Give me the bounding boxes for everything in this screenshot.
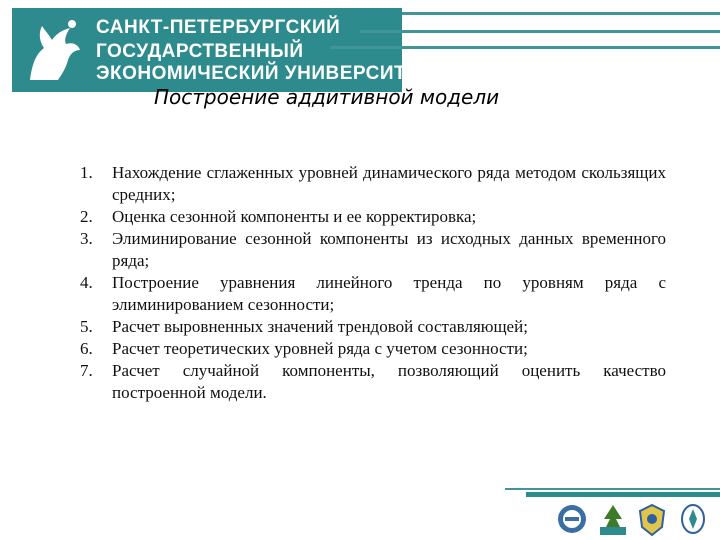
list-item bbox=[80, 360, 666, 404]
step-number: 3. bbox=[80, 229, 93, 248]
tree-emblem-icon bbox=[598, 503, 628, 537]
step-number: 4. bbox=[80, 273, 93, 292]
list-item bbox=[80, 338, 666, 360]
list-item bbox=[80, 228, 666, 272]
step-number: 6. bbox=[80, 339, 93, 358]
step-number: 2. bbox=[80, 207, 93, 226]
griffin-logo-icon bbox=[22, 14, 86, 84]
footer-stripe bbox=[526, 492, 720, 497]
crest-emblem-icon bbox=[637, 503, 667, 537]
list-item bbox=[80, 206, 666, 228]
step-text: Элиминирование сезонной компоненты из исходных данных временного ряда; bbox=[112, 229, 666, 270]
step-text: Нахождение сглаженных уровней динамического ряда методом скользящих средних; bbox=[112, 163, 666, 204]
header bbox=[0, 0, 720, 92]
list-item bbox=[80, 316, 666, 338]
oval-badge-icon bbox=[680, 503, 706, 535]
step-number: 5. bbox=[80, 317, 93, 336]
round-seal-icon bbox=[556, 503, 588, 535]
footer-stripe bbox=[505, 488, 720, 490]
header-stripe bbox=[360, 30, 720, 33]
step-text: Расчет случайной компоненты, позволяющий оценить качество построенной модели. bbox=[112, 361, 666, 402]
slide-title: Построение аддитивной модели bbox=[154, 85, 500, 109]
list-item bbox=[80, 162, 666, 206]
step-text: Расчет теоретических уровней ряда с учетом сезонности; bbox=[112, 339, 528, 358]
step-text: Построение уравнения линейного тренда по уровням ряда с элиминированием сезонности; bbox=[112, 273, 666, 314]
university-name-line-2: ГОСУДАРСТВЕННЫЙ bbox=[96, 41, 304, 62]
header-stripe bbox=[330, 46, 720, 49]
step-text: Оценка сезонной компоненты и ее корректировка; bbox=[112, 207, 477, 226]
header-stripe bbox=[402, 12, 720, 15]
university-name-line-3: ЭКОНОМИЧЕСКИЙ УНИВЕРСИТЕТ bbox=[96, 63, 432, 84]
steps-list bbox=[80, 162, 666, 404]
step-number: 1. bbox=[80, 163, 93, 182]
list-item bbox=[80, 272, 666, 316]
university-name-line-1: САНКТ-ПЕТЕРБУРГСКИЙ bbox=[96, 17, 341, 38]
step-number: 7. bbox=[80, 361, 93, 380]
step-text: Расчет выровненных значений трендовой составляющей; bbox=[112, 317, 528, 336]
